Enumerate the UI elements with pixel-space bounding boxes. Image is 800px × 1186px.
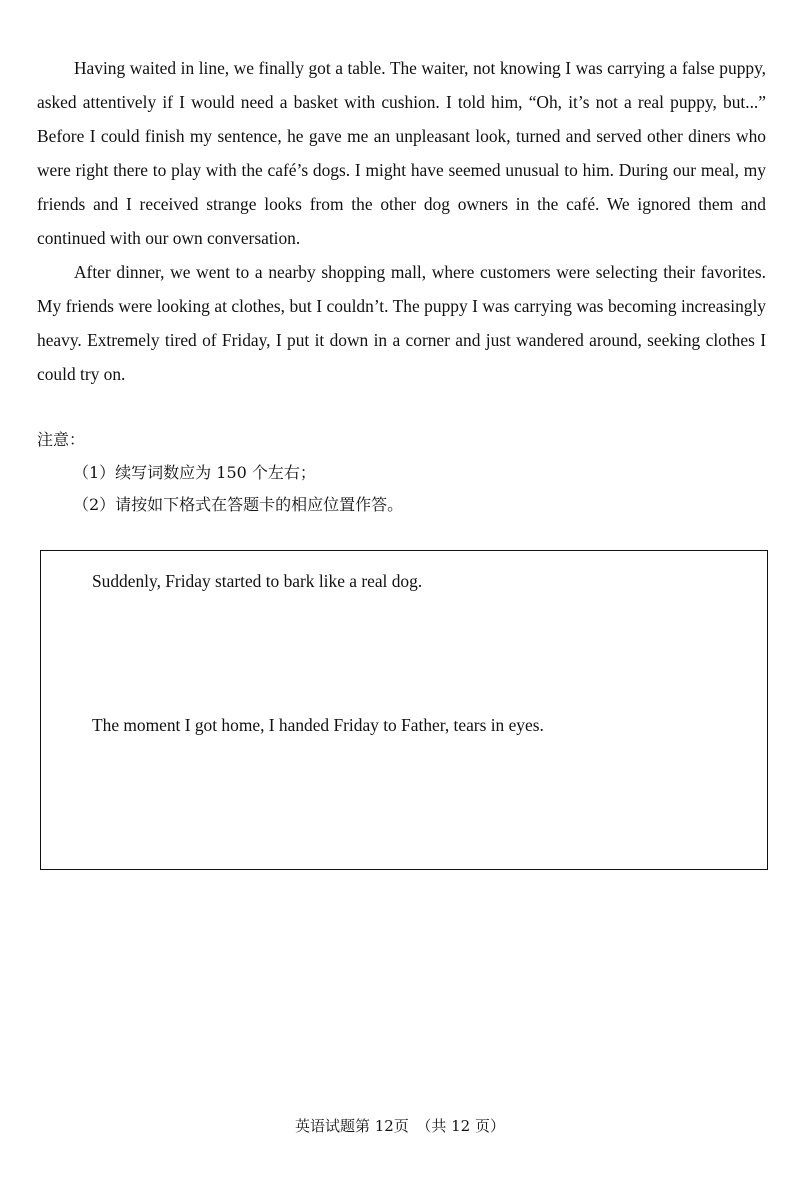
- passage-paragraph: After dinner, we went to a nearby shopping mall, where customers were selecting their favorites. My friends were looking at clothes, but I couldn’t. The puppy I was carrying was becoming increasingly heavy. Extremely tired of Friday, I put it down in a corner and just wandered around, seeking clothes I could try on.: [37, 262, 766, 384]
- notes-title: 注意：: [37, 430, 86, 449]
- note-item: （2）请按如下格式在答题卡的相应位置作答。: [73, 495, 404, 514]
- passage-paragraph: Having waited in line, we finally got a table. The waiter, not knowing I was carrying a false puppy, asked attentively if I would need a basket with cushion. I told him, “Oh, it’s not a real puppy, but...” Before I could finish my sentence, he gave me an unpleasant look, turned and served other diners who were right there to play with the café’s dogs. I might have seemed unusual to him. During our meal, my friends and I received strange looks from the other dog owners in the café. We ignored them and continued with our own conversation.: [37, 58, 766, 248]
- note-item: （1）续写词数应为 150 个左右；: [73, 463, 316, 482]
- continuation-prompt-2: The moment I got home, I handed Friday to Father, tears in eyes.: [92, 715, 544, 735]
- page-footer: 英语试题第 12页 （共 12 页）: [295, 1117, 505, 1135]
- answer-box: [40, 550, 768, 870]
- continuation-prompt-1: Suddenly, Friday started to bark like a real dog.: [92, 571, 423, 591]
